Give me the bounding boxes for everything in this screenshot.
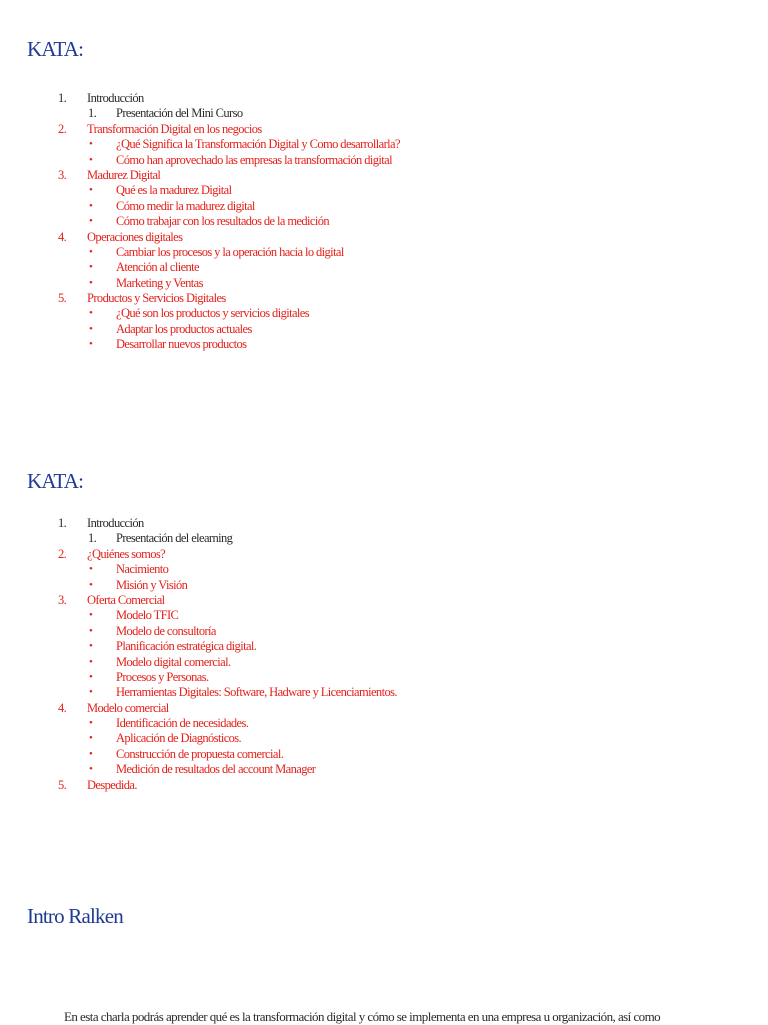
subitem-number: 1. <box>88 106 97 121</box>
bullet-icon: • <box>89 563 93 576</box>
subitem-label: Planificación estratégica digital. <box>116 639 257 654</box>
bullet-icon: • <box>89 747 93 760</box>
bullet-icon: • <box>89 322 93 335</box>
outline-subitem <box>0 306 768 321</box>
item-number: 3. <box>58 592 67 607</box>
outline-subitem <box>0 731 768 746</box>
outline-subitem <box>0 322 768 337</box>
subitem-label: Nacimiento <box>116 562 169 577</box>
item-label: Transformación Digital en los negocios <box>87 121 262 136</box>
subitem-label: Presentación del Mini Curso <box>116 106 243 121</box>
item-label: Productos y Servicios Digitales <box>87 291 226 306</box>
item-number: 2. <box>58 121 67 136</box>
bullet-icon: • <box>89 640 93 653</box>
item-number: 1. <box>58 91 67 105</box>
bullet-icon: • <box>89 138 93 151</box>
subitem-label: Cómo trabajar con los resultados de la medición <box>116 214 330 229</box>
item-number: 5. <box>58 777 67 792</box>
outline-subitem <box>0 245 768 260</box>
intro-heading: Intro Ralken <box>27 904 123 928</box>
item-label: Despedida. <box>87 777 137 792</box>
bullet-icon: • <box>89 686 93 699</box>
subitem-label: Modelo digital comercial. <box>116 654 231 669</box>
item-number: 2. <box>58 546 67 561</box>
outline-item <box>0 291 768 306</box>
bullet-icon: • <box>89 624 93 637</box>
outline-item <box>0 547 768 562</box>
outline-subitem <box>0 562 768 577</box>
bullet-icon: • <box>89 215 93 228</box>
subitem-label: Modelo TFIC <box>116 608 179 623</box>
outline-subitem <box>0 762 768 777</box>
outline-subitem <box>0 655 768 670</box>
subitem-label: Identificación de necesidades. <box>116 716 249 731</box>
outline-subitem <box>0 260 768 275</box>
outline-subitem <box>0 153 768 168</box>
outline-item <box>0 593 768 608</box>
bullet-icon: • <box>89 717 93 730</box>
kata-heading-2: KATA: <box>27 469 84 493</box>
subitem-label: ¿Qué son los productos y servicios digitales <box>116 306 310 321</box>
bullet-icon: • <box>89 261 93 274</box>
outline-subitem <box>0 639 768 654</box>
bullet-icon: • <box>89 578 93 591</box>
outline-item <box>0 168 768 183</box>
item-label: Modelo comercial <box>87 700 169 715</box>
outline-subitem <box>0 337 768 352</box>
item-number: 4. <box>58 700 67 715</box>
item-number: 3. <box>58 167 67 182</box>
subitem-label: ¿Qué Significa la Transformación Digital y Como desarrollarla? <box>116 137 400 152</box>
item-number: 5. <box>58 291 67 306</box>
bullet-icon: • <box>89 609 93 622</box>
subitem-label: Procesos y Personas. <box>116 669 209 684</box>
outline-subitem <box>0 716 768 731</box>
item-label: Madurez Digital <box>87 167 161 182</box>
subitem-label: Medición de resultados del account Manager <box>116 762 316 777</box>
bullet-icon: • <box>89 732 93 745</box>
bullet-icon: • <box>89 276 93 289</box>
outline-subitem <box>0 214 768 229</box>
outline-item <box>0 230 768 245</box>
intro-paragraph: En esta charla podrás aprender qué es la transformación digital y cómo se implementa en una empresa u organización, así como <box>64 1009 661 1024</box>
outline-subitem <box>0 608 768 623</box>
subitem-label: Desarrollar nuevos productos <box>116 337 247 352</box>
subitem-label: Cómo han aprovechado las empresas la transformación digital <box>116 152 392 167</box>
bullet-icon: • <box>89 338 93 351</box>
outline-subitem <box>0 578 768 593</box>
subitem-label: Cambiar los procesos y la operación hacia lo digital <box>116 244 344 259</box>
subitem-label: Aplicación de Diagnósticos. <box>116 731 242 746</box>
outline-subitem <box>0 531 768 546</box>
subitem-label: Presentación del elearning <box>116 531 233 546</box>
outline-subitem <box>0 183 768 198</box>
item-label: Oferta Comercial <box>87 592 165 607</box>
outline-subitem <box>0 137 768 152</box>
item-label: Introducción <box>87 516 144 530</box>
subitem-label: Construcción de propuesta comercial. <box>116 746 284 761</box>
item-label: Operaciones digitales <box>87 229 183 244</box>
item-number: 4. <box>58 229 67 244</box>
subitem-label: Atención al cliente <box>116 260 200 275</box>
subitem-label: Qué es la madurez Digital <box>116 183 232 198</box>
outline-subitem <box>0 276 768 291</box>
outline-item <box>0 91 768 106</box>
outline-subitem <box>0 106 768 121</box>
item-number: 1. <box>58 516 67 530</box>
bullet-icon: • <box>89 307 93 320</box>
outline-subitem <box>0 747 768 762</box>
subitem-label: Marketing y Ventas <box>116 275 203 290</box>
outline-item <box>0 516 768 531</box>
outline-subitem <box>0 624 768 639</box>
kata-outline-1 <box>0 91 768 353</box>
item-label: Introducción <box>87 91 144 105</box>
subitem-number: 1. <box>88 531 97 546</box>
outline-item <box>0 701 768 716</box>
outline-subitem <box>0 685 768 700</box>
outline-item <box>0 778 768 793</box>
subitem-label: Modelo de consultoría <box>116 623 216 638</box>
bullet-icon: • <box>89 763 93 776</box>
subitem-label: Misión y Visión <box>116 577 188 592</box>
subitem-label: Adaptar los productos actuales <box>116 321 252 336</box>
bullet-icon: • <box>89 199 93 212</box>
bullet-icon: • <box>89 184 93 197</box>
kata-outline-2 <box>0 516 768 793</box>
bullet-icon: • <box>89 245 93 258</box>
subitem-label: Herramientas Digitales: Software, Hadware y Licenciamientos. <box>116 685 397 700</box>
bullet-icon: • <box>89 670 93 683</box>
outline-item <box>0 122 768 137</box>
item-label: ¿Quiénes somos? <box>87 546 166 561</box>
subitem-label: Cómo medir la madurez digital <box>116 198 255 213</box>
bullet-icon: • <box>89 153 93 166</box>
bullet-icon: • <box>89 655 93 668</box>
outline-subitem <box>0 199 768 214</box>
kata-heading-1: KATA: <box>27 37 84 61</box>
outline-subitem <box>0 670 768 685</box>
